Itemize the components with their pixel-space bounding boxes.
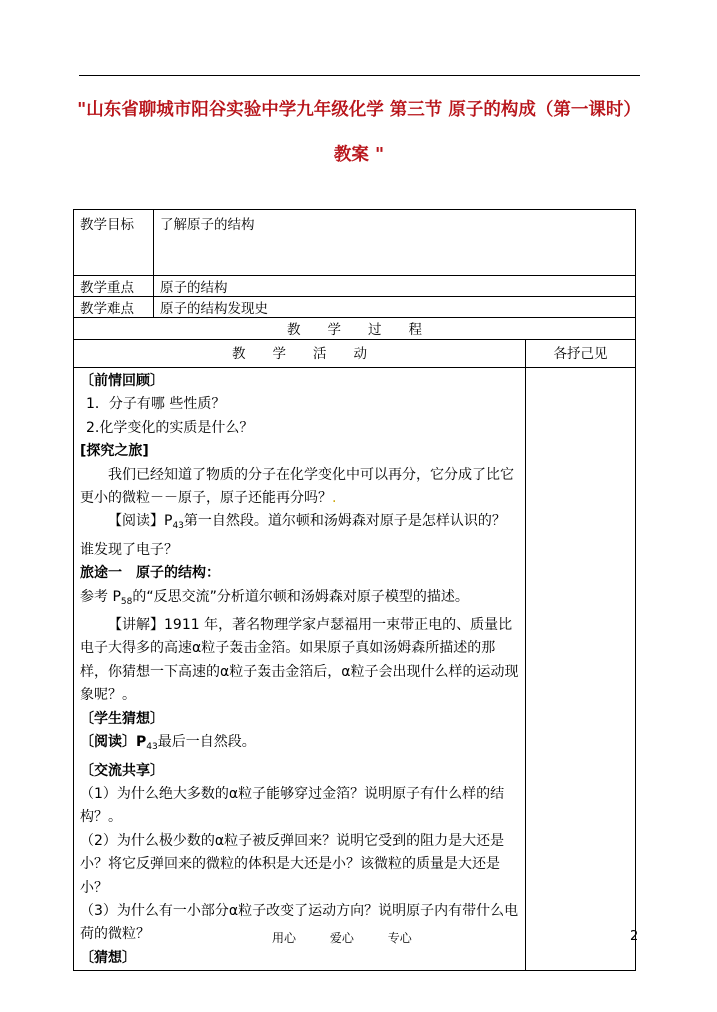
journey-one: 旅途一 原子的结构：: [80, 565, 220, 582]
row-focus: [74, 276, 636, 297]
section-guess: 〔学生猜想〕: [80, 710, 164, 727]
reading-1-page: 43: [172, 521, 184, 532]
share-q3: （3）为什么有一小部分α粒子改变了运动方向？说明原子内有带什么电荷的微粒？: [80, 902, 519, 943]
lesson-plan-table: [73, 209, 639, 971]
opinion-heading: 各抒己见: [526, 340, 636, 368]
explore-text-body: 我们已经知道了物质的分子在化学变化中可以再分，它分成了比它更小的微粒－－原子，原子还能再分吗？: [80, 466, 514, 507]
row-difficulty: [74, 297, 636, 318]
difficulty-value: 原子的结构发现史: [154, 297, 636, 318]
reference-line: [80, 586, 519, 614]
row-content: [74, 368, 636, 971]
reading-2-b: 最后一自然段。: [157, 734, 256, 751]
footer-word-3: 专心: [387, 931, 412, 945]
reading-1-a: 【阅读】P: [108, 513, 173, 530]
reading-2-a: 〔阅读〕P: [80, 734, 147, 751]
reference-page: 58: [120, 596, 133, 607]
share-q2: （2）为什么极少数的α粒子被反弹回来？说明它受到的阻力是大还是小？将它反弹回来的微粒的体积是大还是小？该微粒的质量是大还是小？: [80, 832, 505, 896]
row-process-heading: [74, 318, 636, 340]
opinion-cell: [526, 368, 639, 971]
section-explore: [探究之旅]: [80, 443, 149, 460]
explore-text: [80, 464, 519, 511]
lecture-text: 【讲解】1911 年，著名物理学家卢瑟福用一束带正电的、质量比电子大得多的高速α粒子轰击金箔。如果原子真如汤姆森所描述的那样，你猜想一下高速的α粒子轰击金箔后，α粒子会出现什么样的运动现象呢？。: [80, 617, 519, 704]
activity-heading: 教 学 活 动: [74, 340, 526, 368]
reading-2-page: 43: [146, 742, 158, 753]
difficulty-label: 教学难点: [74, 297, 154, 318]
process-heading: 教 学 过 程: [74, 318, 636, 340]
share-q1: （1）为什么绝大多数的α粒子能够穿过金箔？说明原子有什么样的结构？。: [80, 785, 505, 826]
question-2: 2.化学变化的实质是什么？: [86, 419, 254, 436]
reference-a: 参考 P: [80, 588, 121, 605]
footer-word-1: 用心: [272, 931, 297, 945]
page-number: 2: [630, 929, 639, 944]
section-review: 〔前情回顾〕: [80, 373, 164, 389]
footer-motto: [272, 929, 442, 946]
focus-value: 原子的结构: [154, 276, 636, 297]
reference-b: 的“反思交流”分析道尔顿和汤姆森对原子模型的描述。: [132, 588, 469, 605]
section-share: 〔交流共享〕: [80, 762, 164, 779]
focus-label: 教学重点: [74, 276, 154, 297]
row-activity-heading: [74, 340, 636, 368]
yellow-dot: .: [332, 490, 337, 507]
activity-content: [74, 368, 526, 971]
document-title: "山东省聊城市阳谷实验中学九年级化学 第三节 原子的构成（第一课时）教案 ": [77, 100, 641, 165]
question-1: 1．分子有哪 些性质？: [86, 396, 226, 413]
footer-word-2: 爱心: [329, 931, 354, 945]
row-goal: [74, 210, 636, 276]
goal-label: 教学目标: [74, 210, 154, 276]
reading-2: [80, 731, 519, 759]
reading-1: [80, 510, 519, 562]
reading-1-b: 第一自然段。道尔顿和汤姆森对原子是怎样认识的？谁发现了电子？: [80, 513, 506, 558]
section-hypothesis: 〔猜想〕: [80, 949, 136, 966]
goal-value: 了解原子的结构: [154, 210, 636, 276]
header-rule: [79, 75, 640, 76]
